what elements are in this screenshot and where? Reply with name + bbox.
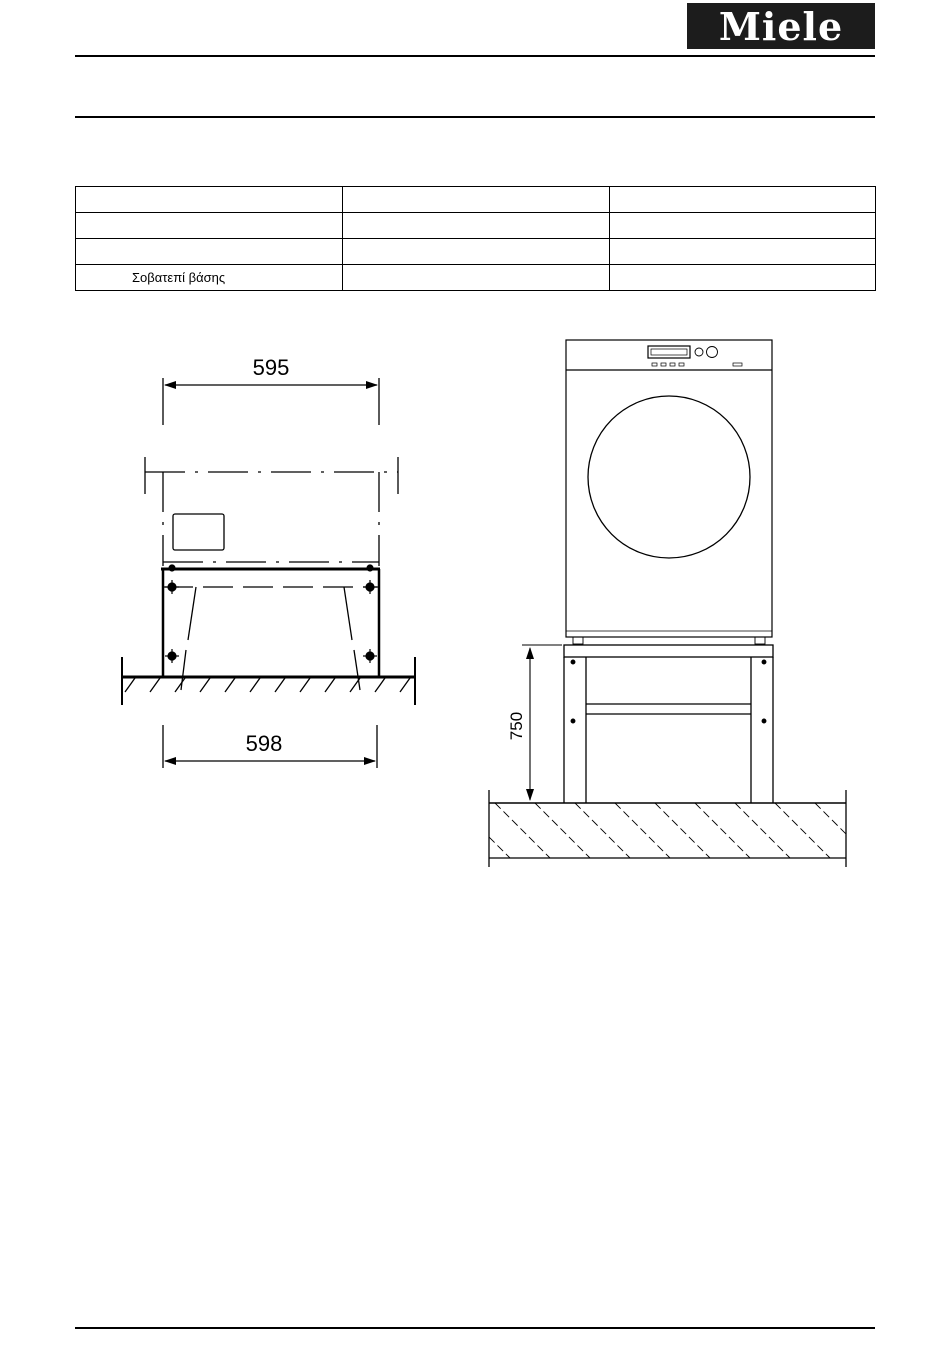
base-frame: [161, 569, 380, 690]
dimension-label-750: 750: [507, 711, 526, 741]
right-front-drawing: [455, 340, 870, 867]
dimension-label-598: 598: [245, 731, 283, 756]
left-plan-drawing: [122, 355, 415, 768]
footer-rule: [75, 1327, 875, 1329]
appliance-outline-dashed: [145, 457, 398, 566]
width-dimension-595: [163, 355, 379, 425]
dimension-label-595: 595: [252, 355, 290, 380]
ground-line: [122, 657, 415, 705]
dryer-appliance: [566, 340, 772, 644]
base-stand: [564, 645, 773, 803]
cell-label: Σοβατεπί βάσης: [132, 270, 226, 285]
foot-markers: [165, 565, 377, 663]
width-dimension-598: [163, 725, 377, 768]
floor-section: [455, 790, 870, 867]
height-dimension-750: [507, 645, 562, 800]
miele-logo: Miele: [687, 3, 875, 49]
